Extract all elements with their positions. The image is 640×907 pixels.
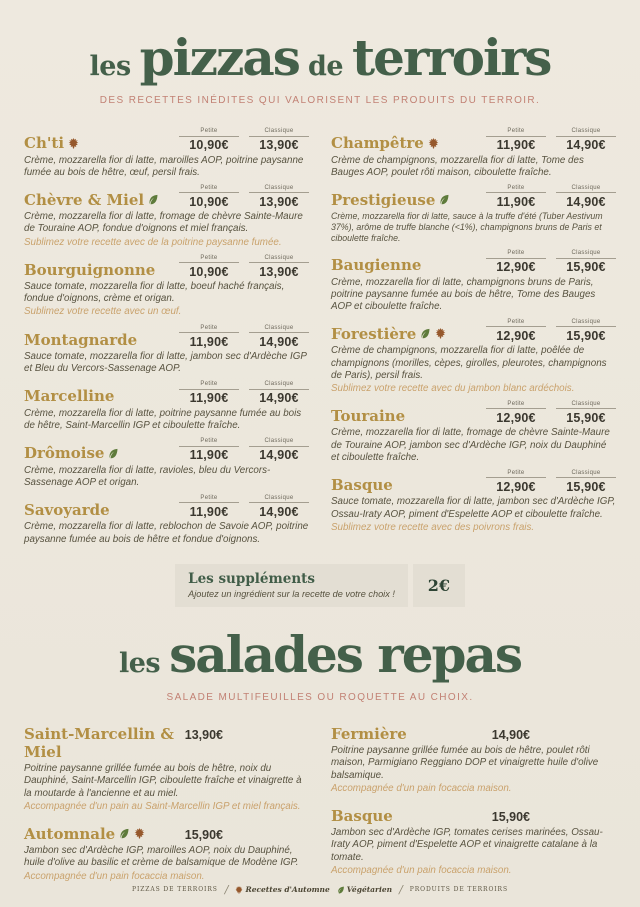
item-suggestion: Sublimez votre recette avec un œuf.	[24, 306, 182, 318]
pizzas-header	[0, 0, 640, 106]
price-size-label: Classique	[556, 319, 616, 328]
price-value: 14,90€	[566, 194, 606, 209]
item-head	[24, 825, 309, 843]
autumn-leaf-icon	[134, 828, 145, 839]
pizzas-column-right	[331, 128, 616, 552]
price-size-label: Classique	[556, 128, 616, 137]
price-value: 11,90€	[189, 334, 229, 349]
supplements-banner	[0, 564, 640, 607]
menu-item-montagnarde	[24, 325, 309, 376]
menu-item-champetre	[331, 128, 616, 179]
item-suggestion: Sublimez votre recette avec des poivrons frais.	[331, 521, 535, 533]
item-name	[24, 444, 169, 462]
legend-vegetarian-label: Végétarien	[346, 885, 393, 894]
price-petite	[179, 381, 239, 405]
price-value: 11,90€	[496, 194, 536, 209]
supplements-title: Les suppléments	[188, 570, 315, 587]
item-description: Jambon sec d'Ardèche IGP, maroilles AOP, noix du Dauphiné, huile d'olive au basilic et crème de balsamique de Modène IGP.	[24, 845, 299, 869]
price-value: 13,90€	[259, 264, 299, 279]
price-petite	[179, 185, 239, 209]
price-size-label: Petite	[179, 128, 239, 137]
price-size-label: Petite	[486, 470, 546, 479]
item-name	[24, 501, 169, 519]
price-size-label: Petite	[486, 185, 546, 194]
item-name-text: Champêtre	[331, 134, 424, 152]
menu-item-fermiere	[331, 725, 616, 795]
supplements-price: 2€	[413, 564, 465, 607]
item-bread-note: Accompagnée d'un pain focaccia maison.	[331, 864, 512, 876]
price-size-label: Petite	[179, 185, 239, 194]
item-description: Sauce tomate, mozzarella fior di latte, jambon sec d'Ardèche IGP, Ossau-Iraty AOP, piment d'Espelette AOP et ciboulette fraîche.	[331, 496, 616, 520]
price-value: 15,90€	[566, 328, 606, 343]
price-classique	[249, 185, 309, 209]
legend-vegetarian	[337, 885, 392, 894]
item-suggestion: Sublimez votre recette avec de la poitrine paysanne fumée.	[24, 236, 282, 248]
item-name	[331, 325, 476, 343]
price-value: 14,90€	[259, 448, 299, 463]
item-head	[24, 495, 309, 519]
price-petite	[486, 250, 546, 274]
item-name-text: Marcelline	[24, 387, 115, 406]
price-petite	[179, 438, 239, 462]
price-value: 12,90€	[496, 479, 536, 494]
vegetarian-leaf-icon	[439, 194, 450, 205]
price-classique	[556, 185, 616, 209]
item-name-text: Prestigieuse	[331, 190, 436, 209]
price-size-label: Petite	[179, 438, 239, 447]
price-classique	[249, 495, 309, 519]
menu-item-marcelline	[24, 381, 309, 432]
item-name-text: Basque	[331, 475, 393, 494]
legend-autumn-label: Recettes d'Automne	[245, 885, 330, 894]
price-petite	[179, 325, 239, 349]
price-value: 14,90€	[491, 727, 530, 742]
item-description: Crème, mozzarella fior di latte, poitrine paysanne fumée au bois de hêtre, Saint-Marcellin IGP et ciboulette fraîche.	[24, 407, 302, 432]
price-size-label: Classique	[249, 255, 309, 264]
price-value: 13,90€	[259, 194, 299, 209]
item-name	[24, 261, 169, 279]
title-word-les: les	[118, 647, 161, 679]
pizzas-menu	[0, 128, 640, 552]
price-size-label: Classique	[556, 185, 616, 194]
price-value: 11,90€	[189, 391, 229, 406]
item-head	[24, 725, 309, 761]
title-word-salades-repas: salades repas	[169, 624, 522, 684]
menu-item-saint-marcellin-miel	[24, 725, 309, 813]
salades-header	[0, 625, 640, 703]
item-head	[24, 381, 309, 405]
item-bread-note: Accompagnée d'un pain focaccia maison.	[24, 870, 205, 882]
vegetarian-leaf-icon	[337, 886, 345, 894]
item-suggestion: Sublimez votre recette avec du jambon blanc ardéchois.	[331, 382, 575, 394]
price-size-label: Petite	[179, 381, 239, 390]
price-size-label: Classique	[249, 438, 309, 447]
footer-left-label: PIZZAS DE TERROIRS	[132, 886, 218, 893]
autumn-leaf-icon	[68, 138, 79, 149]
supplements-info	[175, 564, 408, 607]
price-size-label: Petite	[179, 255, 239, 264]
item-description: Crème, mozzarella fior di latte, champignons bruns de Paris, poitrine paysanne fumée au bois de hêtre, Tome des Bauges AOP et ciboulette fraîche.	[331, 276, 596, 312]
item-head	[331, 807, 616, 825]
item-name-text: Touraine	[331, 406, 406, 425]
footer-divider: /	[224, 883, 229, 896]
salades-menu	[0, 725, 640, 895]
pizzas-column-left	[24, 128, 309, 552]
price-value: 13,90€	[259, 138, 299, 152]
price-classique	[249, 438, 309, 462]
item-description: Crème de champignons, mozzarella fior di latte, poêlée de champignons (morilles, cèpes, girolles, pleurotes, champignons de Paris), persil frais.	[331, 345, 607, 381]
price-petite	[486, 401, 546, 425]
item-head	[24, 185, 309, 209]
price-classique	[556, 401, 616, 425]
item-name	[331, 191, 476, 209]
price-classique	[249, 325, 309, 349]
title-word-de: de	[307, 51, 344, 82]
salades-subtitle: SALADE MULTIFEUILLES OU ROQUETTE AU CHOIX.	[166, 691, 474, 703]
vegetarian-leaf-icon	[420, 328, 431, 339]
item-name	[331, 407, 476, 425]
item-name	[24, 134, 169, 152]
menu-item-forestiere	[331, 319, 616, 395]
item-bread-note: Accompagnée d'un pain au Saint-Marcellin IGP et miel français.	[24, 800, 301, 812]
autumn-leaf-icon	[435, 328, 446, 339]
vegetarian-leaf-icon	[148, 194, 159, 205]
legend-footer	[0, 883, 640, 896]
item-name	[331, 725, 492, 743]
menu-item-dromoise	[24, 438, 309, 489]
menu-item-automnale	[24, 825, 309, 883]
item-description: Jambon sec d'Ardèche IGP, tomates cerises marinées, Ossau-Iraty AOP, piment d'Espelette AOP et vinaigrette catalane à la tomate.	[331, 827, 603, 863]
price-size-label: Classique	[556, 401, 616, 410]
item-description: Crème de champignons, mozzarella fior di latte, Tome des Bauges AOP, poulet rôti maison, ciboulette fraîche.	[331, 154, 584, 178]
price-value: 10,90€	[189, 194, 229, 209]
item-name	[331, 256, 476, 274]
price-value: 10,90€	[189, 264, 229, 279]
salades-column-left	[24, 725, 309, 895]
menu-item-savoyarde	[24, 495, 309, 546]
price-classique	[556, 128, 616, 152]
price-value: 12,90€	[496, 328, 536, 343]
price-value: 14,90€	[259, 334, 299, 349]
price-classique	[556, 319, 616, 343]
item-head	[331, 319, 616, 343]
item-name-text: Saint-Marcellin & Miel	[24, 724, 174, 761]
price-petite	[486, 319, 546, 343]
item-name	[331, 134, 476, 152]
price-value: 14,90€	[566, 138, 606, 152]
menu-item-touraine	[331, 401, 616, 464]
item-name-text: Bourguignonne	[24, 260, 156, 279]
price-value: 11,90€	[496, 138, 536, 152]
item-name-text: Fermière	[331, 724, 407, 743]
salades-column-right	[331, 725, 616, 895]
item-name-text: Ch'ti	[24, 134, 65, 152]
vegetarian-leaf-icon	[119, 828, 130, 839]
title-word-les: les	[89, 51, 131, 82]
price-size-label: Classique	[249, 128, 309, 137]
price-classique	[556, 470, 616, 494]
price-classique	[556, 250, 616, 274]
item-name-text: Automnale	[24, 824, 116, 843]
price-petite	[179, 495, 239, 519]
item-name-text: Drômoise	[24, 444, 105, 463]
price-size-label: Classique	[556, 470, 616, 479]
pizzas-subtitle: DES RECETTES INÉDITES QUI VALORISENT LES PRODUITS DU TERROIR.	[99, 95, 541, 106]
price-petite	[486, 128, 546, 152]
price-value: 12,90€	[496, 260, 536, 274]
title-word-pizzas: pizzas	[139, 28, 299, 87]
price-value: 12,90€	[496, 410, 536, 425]
price-size-label: Petite	[486, 250, 546, 259]
item-head	[331, 401, 616, 425]
price-classique	[249, 255, 309, 279]
item-description: Poitrine paysanne grillée fumée au bois de hêtre, noix du Dauphiné, Saint-Marcellin IGP, ciboulette fraîche et vinaigrette à la moutarde à l'ancienne et au miel.	[24, 763, 302, 799]
footer-right-label: PRODUITS DE TERROIRS	[409, 886, 508, 893]
autumn-leaf-icon	[428, 138, 439, 149]
menu-item-prestigieuse	[331, 185, 616, 244]
vegetarian-leaf-icon	[108, 448, 119, 459]
price-classique	[249, 381, 309, 405]
item-bread-note: Accompagnée d'un pain focaccia maison.	[331, 782, 512, 794]
item-name-text: Forestière	[331, 324, 417, 343]
item-name	[331, 476, 476, 494]
item-name-text: Savoyarde	[24, 500, 110, 519]
item-head	[24, 438, 309, 462]
menu-item-chevre-miel	[24, 185, 309, 249]
menu-item-baugienne	[331, 250, 616, 313]
item-description: Sauce tomate, mozzarella fior di latte, boeuf haché français, fondue d'oignons, crème et origan.	[24, 281, 285, 305]
price-value: 15,90€	[566, 410, 606, 425]
price-value: 15,90€	[491, 809, 530, 824]
item-head	[331, 185, 616, 209]
item-name	[331, 807, 492, 825]
item-name	[24, 331, 169, 349]
price-value: 15,90€	[566, 479, 606, 494]
price-petite	[486, 470, 546, 494]
item-head	[24, 128, 309, 152]
price-petite	[179, 128, 239, 152]
price-size-label: Classique	[249, 381, 309, 390]
price-classique	[249, 128, 309, 152]
item-description: Crème, mozzarella fior di latte, fromage de chèvre Sainte-Maure de Touraine AOP, jambon sec d'Ardèche IGP, noix du Dauphiné et ciboulette fraîche.	[331, 427, 610, 463]
item-head	[331, 128, 616, 152]
item-description: Crème, mozzarella fior di latte, sauce à la truffe d'été (Tuber Aestivum 37%), arôme de truffe blanche (<1%), champignons bruns de Paris et ciboulette fraîche.	[331, 211, 603, 244]
item-description: Sauce tomate, mozzarella fior di latte, jambon sec d'Ardèche IGP et Bleu du Vercors-Sassenage AOP.	[24, 351, 307, 375]
footer-divider: /	[399, 883, 403, 896]
menu-item-basque-pizza	[331, 470, 616, 534]
item-name-text: Montagnarde	[24, 330, 138, 349]
item-name	[24, 387, 169, 405]
item-description: Crème, mozzarella fior di latte, ravioles, bleu du Vercors-Sassenage AOP et origan.	[24, 464, 271, 488]
menu-item-bourguignonne	[24, 255, 309, 319]
price-value: 13,90€	[184, 727, 223, 742]
price-value: 15,90€	[184, 827, 223, 842]
pizzas-title	[0, 28, 640, 87]
item-head	[24, 255, 309, 279]
legend-autumn	[235, 885, 329, 894]
menu-item-basque-salade	[331, 807, 616, 877]
item-description: Crème, mozzarella fior di latte, reblochon de Savoie AOP, poitrine paysanne fumée au bois de hêtre et fondue d'oignons.	[24, 521, 309, 545]
price-size-label: Petite	[486, 319, 546, 328]
price-value: 10,90€	[189, 138, 229, 152]
price-value: 11,90€	[189, 448, 229, 463]
item-description: Poitrine paysanne grillée fumée au bois de hêtre, poulet rôti maison, Parmigiano Reggiano DOP et vinaigrette huile d'olive balsamique.	[331, 745, 599, 781]
price-value: 11,90€	[189, 504, 229, 519]
item-head	[331, 250, 616, 274]
item-head	[331, 725, 616, 743]
price-size-label: Classique	[249, 325, 309, 334]
price-value: 14,90€	[259, 504, 299, 519]
salades-title	[0, 625, 640, 684]
title-word-terroirs: terroirs	[352, 28, 551, 87]
price-size-label: Petite	[179, 325, 239, 334]
autumn-leaf-icon	[235, 886, 243, 894]
price-size-label: Classique	[249, 495, 309, 504]
price-petite	[179, 255, 239, 279]
item-name-text: Baugienne	[331, 256, 422, 274]
item-head	[24, 325, 309, 349]
item-name	[24, 725, 185, 761]
price-size-label: Classique	[556, 250, 616, 259]
supplements-subtitle: Ajoutez un ingrédient sur la recette de votre choix !	[188, 588, 395, 599]
price-value: 15,90€	[566, 260, 606, 274]
price-value: 14,90€	[259, 391, 299, 406]
price-size-label: Classique	[249, 185, 309, 194]
item-name	[24, 191, 169, 209]
item-description: Crème, mozzarella fior di latte, fromage de chèvre Sainte-Maure de Touraine AOP, fondue d'oignons et miel français.	[24, 211, 303, 235]
price-petite	[486, 185, 546, 209]
price-size-label: Petite	[486, 128, 546, 137]
item-description: Crème, mozzarella fior di latte, maroilles AOP, poitrine paysanne fumée au bois de hêtre, œuf, persil frais.	[24, 154, 304, 178]
price-size-label: Petite	[179, 495, 239, 504]
item-name-text: Basque	[331, 806, 393, 825]
menu-item-chti	[24, 128, 309, 179]
price-size-label: Petite	[486, 401, 546, 410]
item-name	[24, 825, 185, 843]
item-head	[331, 470, 616, 494]
item-name-text: Chèvre & Miel	[24, 190, 145, 209]
